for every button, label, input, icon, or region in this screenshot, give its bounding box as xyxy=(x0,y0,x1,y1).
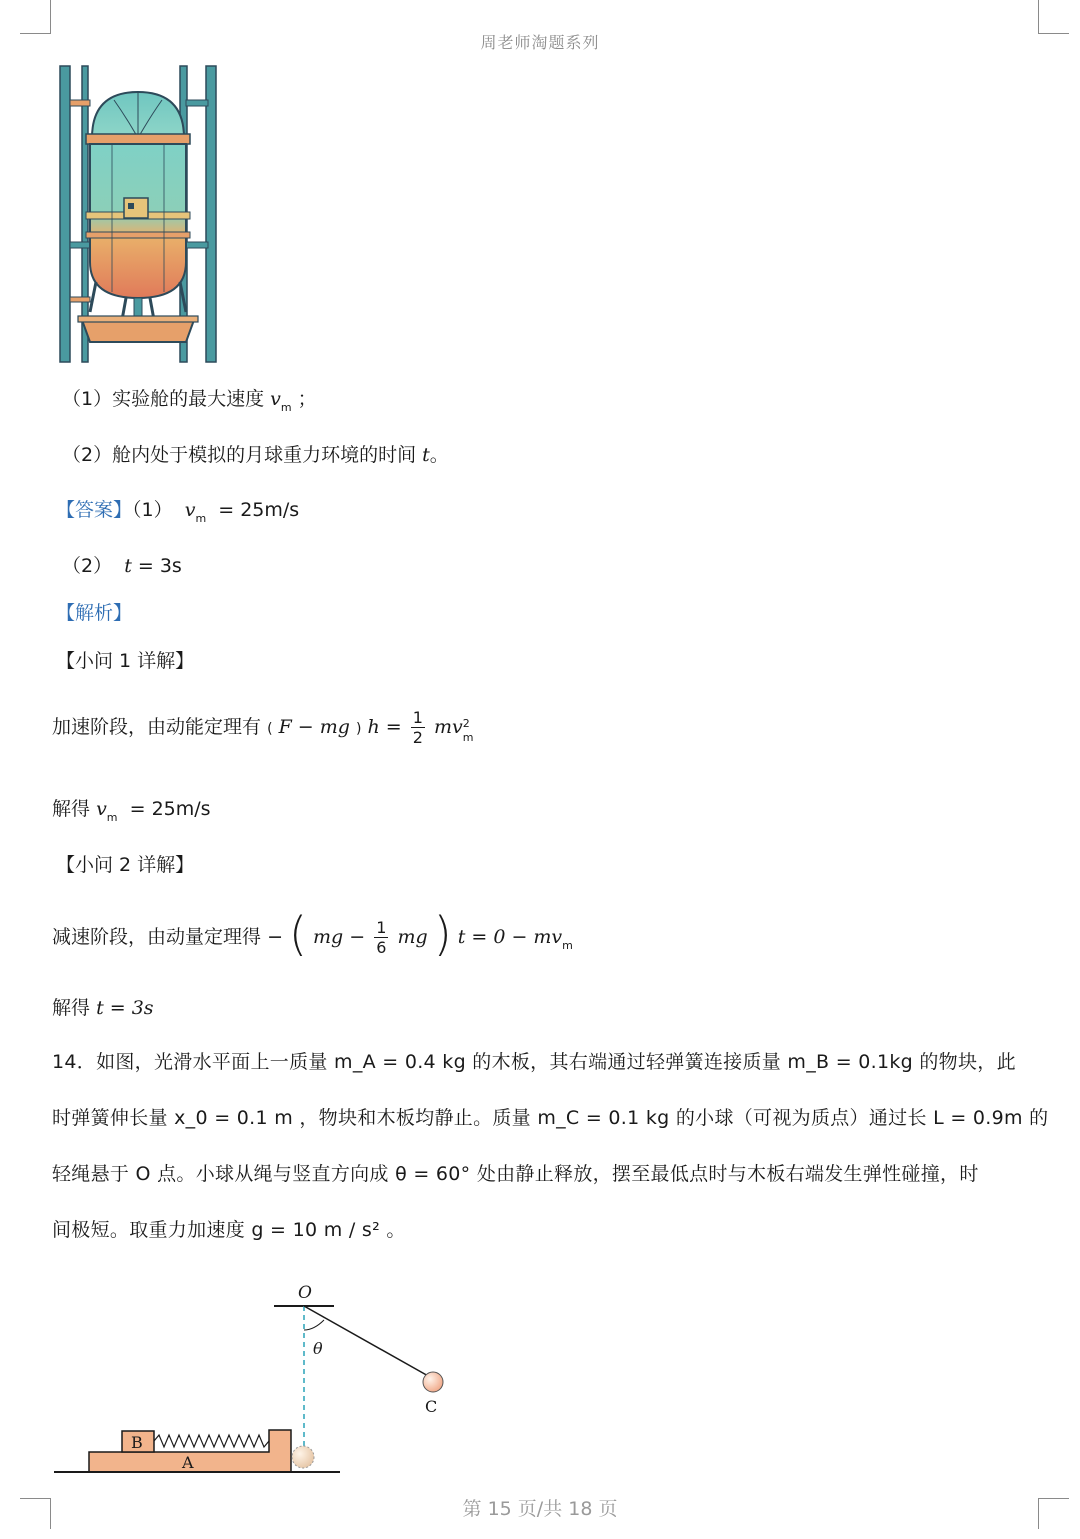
subscript-m: m xyxy=(462,731,474,745)
fraction-denominator: 2 xyxy=(412,728,423,748)
question-2-end: 。 xyxy=(429,444,449,466)
label-B: B xyxy=(131,1433,143,1452)
sub2-result xyxy=(52,997,154,1020)
sub2-text: 减速阶段，由动量定理得 xyxy=(52,926,262,949)
sub1-eq-h: h = xyxy=(367,716,402,739)
answer-var-v: v xyxy=(184,499,196,521)
ball-C xyxy=(423,1372,443,1392)
answer-value-2: = 3s xyxy=(137,555,182,577)
sub2-result-prefix: 解得 xyxy=(52,997,91,1019)
answer-value-1: = 25m/s xyxy=(218,499,300,521)
question-1 xyxy=(62,388,317,414)
answer-line-2 xyxy=(62,555,182,578)
angle-arc xyxy=(304,1320,324,1330)
problem-14-line-2: 时弹簧伸长量 x_0 = 0.1 m ，物块和木板均静止。质量 m_C = 0.1 kg 的小球（可视为质点）通过长 L = 0.9m 的 xyxy=(52,1107,1049,1129)
answer-line-1 xyxy=(56,499,300,525)
superscript-2: 2 xyxy=(462,717,470,731)
sub2-rhs: t = 0 − mv xyxy=(457,926,563,949)
problem-14 xyxy=(52,1051,1049,1275)
var-t: t xyxy=(422,444,430,466)
sub2-subscript: m xyxy=(562,939,573,953)
sub1-text: 加速阶段，由动能定理有 xyxy=(52,716,262,739)
answer-label: 【答案】 xyxy=(56,499,133,521)
sub2-result-value: t = 3s xyxy=(96,997,154,1019)
fraction-denominator: 6 xyxy=(376,938,387,958)
label-theta: θ xyxy=(313,1339,323,1358)
fraction-numerator: 1 xyxy=(412,708,423,727)
answer-sub-m: m xyxy=(195,512,207,525)
sub1-result xyxy=(52,798,211,824)
problem-14-line-4: 间极短。取重力加速度 g = 10 m / s² 。 xyxy=(52,1219,406,1241)
problem-14-line-1: 14．如图，光滑水平面上一质量 m_A = 0.4 kg 的木板，其右端通过轻弹簧连接质量 m_B = 0.1kg 的物块，此 xyxy=(52,1051,1016,1073)
experiment-capsule-illustration xyxy=(56,62,220,364)
fraction-one-half xyxy=(411,708,425,747)
sub1-equation-line: 加速阶段，由动能定理有 ( F − mg ) h = $\frac{1}{2}$ mv 2 m xyxy=(52,708,474,748)
subscript-m: m xyxy=(280,401,292,414)
sub2-equation-line: 减速阶段，由动量定理得 − ( mg − $\frac{1}{6}$ mg ) $t = 0 - mv_m$ xyxy=(52,907,573,961)
question-1-end: ； xyxy=(297,388,317,410)
sub1-result-sub: m xyxy=(106,811,118,824)
sub2-minus: − xyxy=(267,926,283,949)
sub1-eq-rhs: mv xyxy=(434,716,463,739)
label-C: C xyxy=(425,1397,438,1416)
page-footer: 第 15 页/共 18 页 xyxy=(462,1498,618,1520)
answer-var-t: t xyxy=(124,555,132,577)
page-header: 周老师淘题系列 xyxy=(480,33,600,52)
var-v: v xyxy=(270,388,281,410)
label-A: A xyxy=(182,1453,194,1472)
question-2 xyxy=(62,444,449,467)
ball-lowest-position xyxy=(292,1446,314,1468)
sub-question-2-title: 【小问 2 详解】 xyxy=(56,854,195,876)
sub1-result-var: v xyxy=(96,798,107,820)
question-2-text: （2）舱内处于模拟的月球重力环境的时间 xyxy=(62,444,417,466)
fraction-numerator: 1 xyxy=(376,917,387,937)
sub1-result-value: = 25m/s xyxy=(129,798,211,820)
answer-part-1-num: （1） xyxy=(132,499,173,521)
crop-mark-top-left xyxy=(20,0,51,34)
fraction-one-sixth xyxy=(374,918,388,957)
sub1-result-prefix: 解得 xyxy=(52,798,91,820)
label-O: O xyxy=(298,1283,312,1303)
crop-mark-top-right xyxy=(1038,0,1069,34)
sub1-eq-lhs: F − mg xyxy=(278,716,350,739)
sub-question-1-title: 【小问 1 详解】 xyxy=(56,650,195,672)
answer-part-2-num: （2） xyxy=(62,555,113,577)
spring xyxy=(154,1435,269,1447)
collision-diagram xyxy=(52,1278,452,1478)
pendulum-string xyxy=(304,1306,430,1377)
sub2-inner-1: mg − xyxy=(313,926,366,949)
problem-14-line-3: 轻绳悬于 O 点。小球从绳与竖直方向成 θ = 60° 处由静止释放，摆至最低点时与木板右端发生弹性碰撞，时 xyxy=(52,1163,979,1185)
sub2-inner-2: mg xyxy=(397,926,428,949)
analysis-label: 【解析】 xyxy=(56,602,133,624)
question-1-text: （1）实验舱的最大速度 xyxy=(62,388,265,410)
